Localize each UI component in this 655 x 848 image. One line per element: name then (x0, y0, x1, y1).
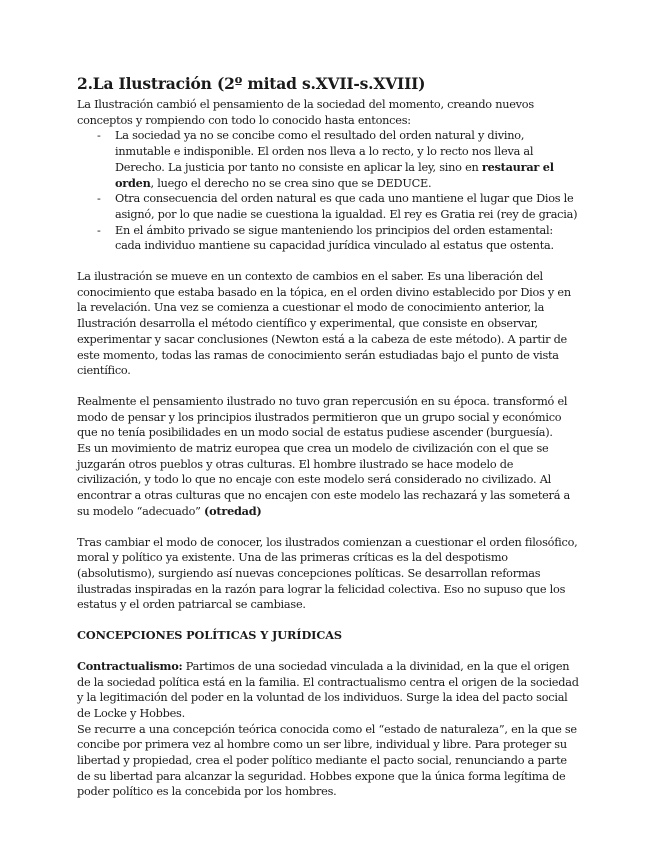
impact-paragraph: Realmente el pensamiento ilustrado no tuvo gran repercusión en su época. transformó el modo de pensar y los principios ilustrados permitieron que un grupo social y económico que no tenía posibilidades en un modo social de estatus pudiese ascender (burguesía). (77, 394, 568, 440)
nature-paragraph: Se recurre a una concepción teórica conocida como el “estado de naturaleza”, en la que se concibe por primera vez al hombre como un ser libre, individual y libre. Para proteger su libertad y propiedad, crea el poder político mediante el pacto social, renunciando a parte de su libertad para alcanzar la seguridad. Hobbes expone que la única forma legítima de poder político es la concebida por los hombres. (77, 722, 577, 799)
science-paragraph: La ilustración se mueve en un contexto de cambios en el saber. Es una liberación del conocimiento que estaba basado en la tópica, en el orden divino establecido por Dios y en la revelación. Una vez se comienza a cuestionar el modo de conocimiento anterior, la Ilustración desarrolla el método científico y experimental, que consiste en observar, experimentar y sacar conclusiones (Newton está a la cabeza de este método). A partir de este momento, todas las ramas de conocimiento serán estudiadas bajo el punto de vista científico. (77, 270, 571, 378)
list-item-text: La sociedad ya no se concibe como el resultado del orden natural y divino, inmutable e indisponible. El orden nos lleva a lo recto, y lo recto nos lleva al Derecho. La justicia por tanto no consiste en aplicar la ley, sino en (115, 129, 534, 174)
list-item-text: En el ámbito privado se sigue manteniendo los principios del orden estamental: cada individuo mantiene su capacidad jurídica vinculado al estatus que ostenta. (115, 223, 554, 253)
list-item (77, 191, 579, 222)
contractualism-paragraph (77, 659, 579, 722)
consequences-list (77, 128, 579, 254)
document-title: 2.La Ilustración (2º mitad s.XVII-s.XVIII) (77, 74, 426, 93)
list-item-text: Otra consecuencia del orden natural es que cada uno mantiene el lugar que Dios le asignó, por lo que nadie se cuestiona la igualdad. El rey es Gratia rei (rey de gracia) (115, 192, 578, 221)
contractualism-term: Contractualismo: (77, 658, 183, 673)
list-item (77, 128, 579, 191)
list-item-text: , luego el derecho no se crea sino que se DEDUCE. (150, 176, 432, 190)
list-item (77, 223, 579, 254)
europe-paragraph (77, 441, 579, 520)
restaurar-orden-emphasis: restaurar el orden (115, 159, 554, 190)
order-paragraph: Tras cambiar el modo de conocer, los ilustrados comienzan a cuestionar el orden filosófico, moral y político ya existente. Una de las primeras críticas es la del despotismo (absolutismo), surgiendo así nuevas concepciones políticas. Se desarrollan reformas ilustradas inspiradas en la razón para lograr la felicidad colectiva. Eso no supuso que los estatus y el orden patriarcal se cambiase. (77, 535, 578, 612)
section-heading: CONCEPCIONES POLÍTICAS Y JURÍDICAS (77, 628, 342, 643)
intro-paragraph: La Ilustración cambió el pensamiento de la sociedad del momento, creando nuevos conceptos y rompiendo con todo lo conocido hasta entonces: (77, 98, 534, 127)
contractualism-text: Partimos de una sociedad vinculada a la divinidad, en la que el origen de la sociedad política está en la familia. El contractualismo centra el origen de la sociedad y la legitimación del poder en la voluntad de los individuos. Surge la idea del pacto social de Locke y Hobbes. (77, 659, 579, 720)
europe-paragraph-text: Es un movimiento de matriz europea que crea un modelo de civilización con el que se juzgarán otros pueblos y otras culturas. El hombre ilustrado se hace modelo de civilización, y todo lo que no encaje con este modelo será considerado no civilizado. Al encontrar a otras culturas que no encajen con este modelo las rechazará y las someterá a su modelo “adecuado” (77, 442, 571, 518)
otredad-emphasis: (otredad) (204, 503, 262, 518)
